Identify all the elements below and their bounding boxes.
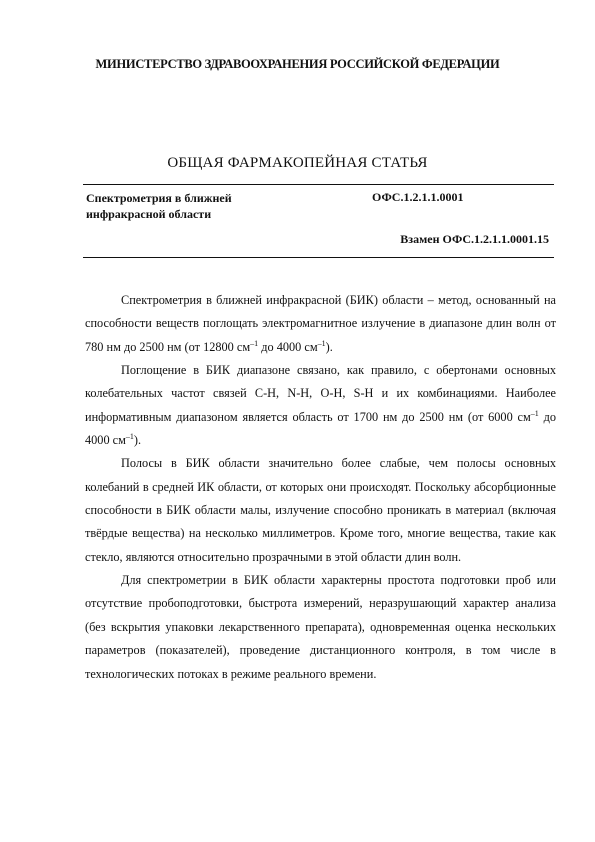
paragraph-1 bbox=[85, 289, 556, 359]
paragraph-1-sup-a: –1 bbox=[250, 338, 259, 348]
article-subject bbox=[86, 190, 286, 222]
paragraph-2-sup-b: –1 bbox=[125, 432, 134, 442]
article-subject-line1: Спектрометрия в ближней bbox=[86, 191, 232, 205]
paragraph-1-text-c: ). bbox=[325, 339, 333, 354]
paragraph-4: Для спектрометрии в БИК области характерны простота подготовки проб или отсутствие пробоподготовки, быстрота измерений, неразрушающий характер анализа (без вскрытия упаковки лекарственного препарата), одновременная оценка нескольких параметров (показателей), проведение дистанционного контроля, в том числе в технологических потоках в режиме реального времени. bbox=[85, 573, 556, 681]
article-body bbox=[85, 289, 556, 686]
article-title: ОБЩАЯ ФАРМАКОПЕЙНАЯ СТАТЬЯ bbox=[167, 155, 428, 171]
article-code: ОФС.1.2.1.1.0001 bbox=[372, 190, 464, 204]
paragraph-2-sup-a: –1 bbox=[530, 408, 539, 418]
paragraph-1-text-b: до 4000 см bbox=[258, 339, 318, 354]
ministry-name: МИНИСТЕРСТВО ЗДРАВООХРАНЕНИЯ РОССИЙСКОЙ ФЕДЕРАЦИИ bbox=[95, 57, 500, 71]
paragraph-1-sup-b: –1 bbox=[317, 338, 326, 348]
paragraph-2-text-a: Поглощение в БИК диапазоне связано, как правило, с обертонами основных колебательных частот связей C-H, N-H, O-H, S-H и их комбинациями. Наиболее информативным диапазоном является область от 1700 нм до 2500 нм (от 6000 см bbox=[85, 363, 556, 424]
paragraph-2 bbox=[85, 359, 556, 452]
paragraph-2-text-c: ). bbox=[133, 433, 142, 448]
paragraph-2-text-b: до 4000 см bbox=[85, 409, 556, 448]
paragraph-3: Полосы в БИК области значительно более слабые, чем полосы основных колебаний в средней ИК области, от которых они происходят. Поскольку абсорбционные способности в БИК области малы, излучение способно проникать в материал (включая твёрдые вещества) на несколько миллиметров. Кроме того, многие вещества, такие как стекло, являются относительно прозрачными в этой области длин волн. bbox=[85, 456, 556, 564]
header-rule-top bbox=[83, 184, 554, 185]
article-replaces: Взамен ОФС.1.2.1.1.0001.15 bbox=[400, 232, 549, 246]
header-rule-bottom bbox=[83, 257, 554, 258]
paragraph-1-text-a: Спектрометрия в ближней инфракрасной (БИК) области – метод, основанный на способности веществ поглощать электромагнитное излучение в диапазоне длин волн от 780 нм до 2500 нм (от 12800 см bbox=[85, 293, 556, 354]
article-subject-line2: инфракрасной области bbox=[86, 207, 212, 221]
